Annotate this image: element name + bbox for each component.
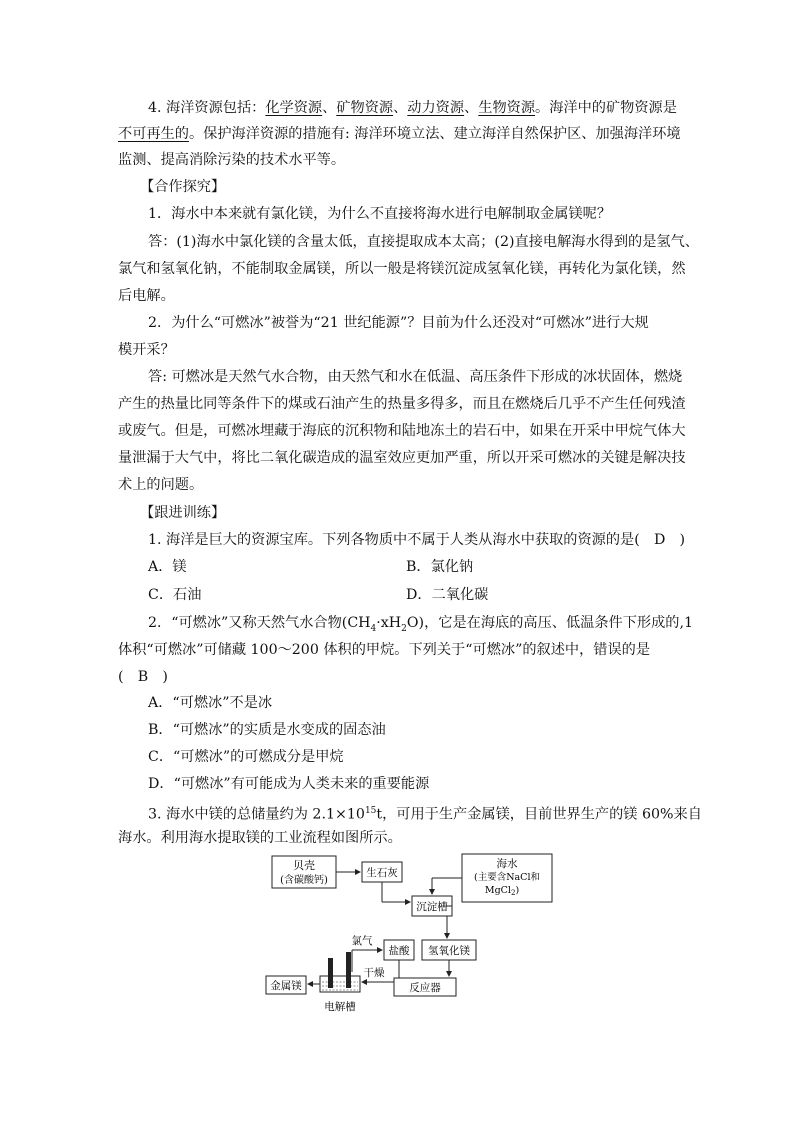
q2-question-line1: 2．为什么“可燃冰”被誉为“21 世纪能源”？目前为什么还没对“可燃冰”进行大规 (148, 315, 649, 331)
magnesium-label: 金属镁 (270, 980, 302, 992)
section-follow-up-training: 【跟进训练】 (140, 505, 226, 521)
seawater-mgcl-sub: 2 (510, 889, 516, 897)
sep: 、 (464, 100, 479, 116)
item4-line2-rest: 。保护海洋资源的措施有: 海洋环境立法、建立海洋自然保护区、加强海洋环境 (188, 126, 681, 142)
electrolysis-cell-label: 电解槽 (324, 1001, 356, 1013)
t3-line2: 海水。利用海水提取镁的工业流程如图所示。 (118, 830, 402, 846)
mg-hydroxide-label: 氢氧化镁 (428, 945, 470, 957)
shell-sub-label: (含碳酸钙) (280, 875, 328, 886)
t1-question: 1. 海洋是巨大的资源宝库。下列各物质中不属于人类从海水中获取的资源的是( D ) (148, 532, 686, 548)
non-renewable-text: 不可再生的 (118, 126, 189, 142)
shell-label: 贝壳 (293, 859, 315, 872)
resource-power: 动力资源 (407, 100, 465, 116)
q2-answer-line5: 术上的问题。 (118, 477, 204, 493)
t2-q-part-b: ·xH (376, 615, 402, 631)
item4-prefix: 4. 海洋资源包括： (148, 100, 266, 116)
item4-line1 (148, 98, 677, 118)
t2-option-b: B．“可燃冰”的实质是水变成的固态油 (148, 722, 386, 738)
hcl-label: 盐酸 (388, 945, 410, 957)
dry-label: 干燥 (363, 967, 385, 979)
section-cooperative-inquiry: 【合作探究】 (140, 179, 226, 195)
seawater-sub-label1: (主要含NaCl和 (474, 872, 540, 883)
t3-exponent: 15 (364, 806, 377, 816)
t2-answer: ( B ) (118, 669, 168, 685)
q1-answer-line1: 答：(1)海水中氯化镁的含量太低，直接提取成本太高；(2)直接电解海水得到的是氢气、 (148, 234, 699, 250)
q2-answer-line1: 答: 可燃冰是天然气水合物，由天然气和水在低温、高压条件下形成的冰状固体，燃烧 (148, 369, 683, 385)
t1-option-b: B．氯化钠 (406, 559, 474, 575)
t2-option-d: D．“可燃冰”有可能成为人类未来的重要能源 (148, 776, 430, 792)
resource-chemical: 化学资源 (265, 100, 323, 116)
settling-tank-label: 沉淀槽 (416, 901, 448, 913)
lime-label: 生石灰 (366, 867, 398, 879)
reactor-label: 反应器 (409, 982, 441, 994)
electrolysis-cell-icon (320, 952, 360, 992)
t2-option-a: A．“可燃冰”不是冰 (148, 695, 273, 711)
t1-option-c: C．石油 (148, 587, 202, 603)
resource-mineral: 矿物资源 (336, 100, 394, 116)
item4-line2 (118, 124, 681, 144)
seawater-paren: ) (515, 885, 520, 896)
seawater-label: 海水 (496, 858, 518, 870)
t3-part-a: 3. 海水中镁的总储量约为 2.1×10 (148, 806, 365, 823)
t3-line1 (148, 801, 702, 825)
t1-option-a: A．镁 (148, 559, 187, 575)
magnesium-extraction-flow-diagram (262, 848, 562, 1020)
sep: 、 (393, 100, 408, 116)
q2-answer-line4: 量泄漏于大气中，将比二氧化碳造成的温室效应更加严重，所以开采可燃冰的关键是解决技 (118, 450, 686, 466)
seawater-mgcl: MgCl (484, 885, 511, 896)
resource-biological: 生物资源 (478, 100, 536, 116)
q2-question-line2: 模开采？ (118, 342, 175, 358)
t2-q-sub2: 2 (401, 623, 407, 634)
t2-question-line2: 体积“可燃冰”可储藏 100～200 体积的甲烷。下列关于“可燃冰”的叙述中，错误的是 (118, 642, 651, 658)
t2-question-line1 (148, 613, 693, 639)
item4-suffix: 。海洋中的矿物资源是 (535, 100, 677, 116)
t2-option-c: C．“可燃冰”的可燃成分是甲烷 (148, 749, 344, 765)
t2-q-sub4: 4 (370, 623, 377, 634)
t3-part-b: t，可用于生产金属镁，目前世界生产的镁 60%来自 (376, 806, 702, 823)
q1-question: 1．海水中本来就有氯化镁，为什么不直接将海水进行电解制取金属镁呢？ (148, 206, 612, 222)
item4-line3: 监测、提高消除污染的技术水平等。 (118, 152, 346, 168)
t2-q-part-a: 2．“可燃冰”又称天然气水合物(CH (148, 615, 371, 631)
q2-answer-line3: 或废气。但是，可燃冰埋藏于海底的沉积物和陆地冻土的岩石中，如果在开采中甲烷气体大 (118, 423, 686, 439)
q1-answer-line2: 氯气和氢氧化钠，不能制取金属镁，所以一般是将镁沉淀成氢氧化镁，再转化为氯化镁，然 (118, 261, 686, 277)
t2-q-part-c: O)，它是在海底的高压、低温条件下形成的,1 (406, 615, 693, 631)
sep: 、 (322, 100, 337, 116)
chlorine-label: 氯气 (351, 935, 373, 947)
q1-answer-line3: 后电解。 (118, 288, 175, 304)
q2-answer-line2: 产生的热量比同等条件下的煤或石油产生的热量多得多，而且在燃烧后几乎不产生任何残渣 (118, 396, 686, 412)
t1-option-d: D．二氧化碳 (406, 587, 489, 603)
